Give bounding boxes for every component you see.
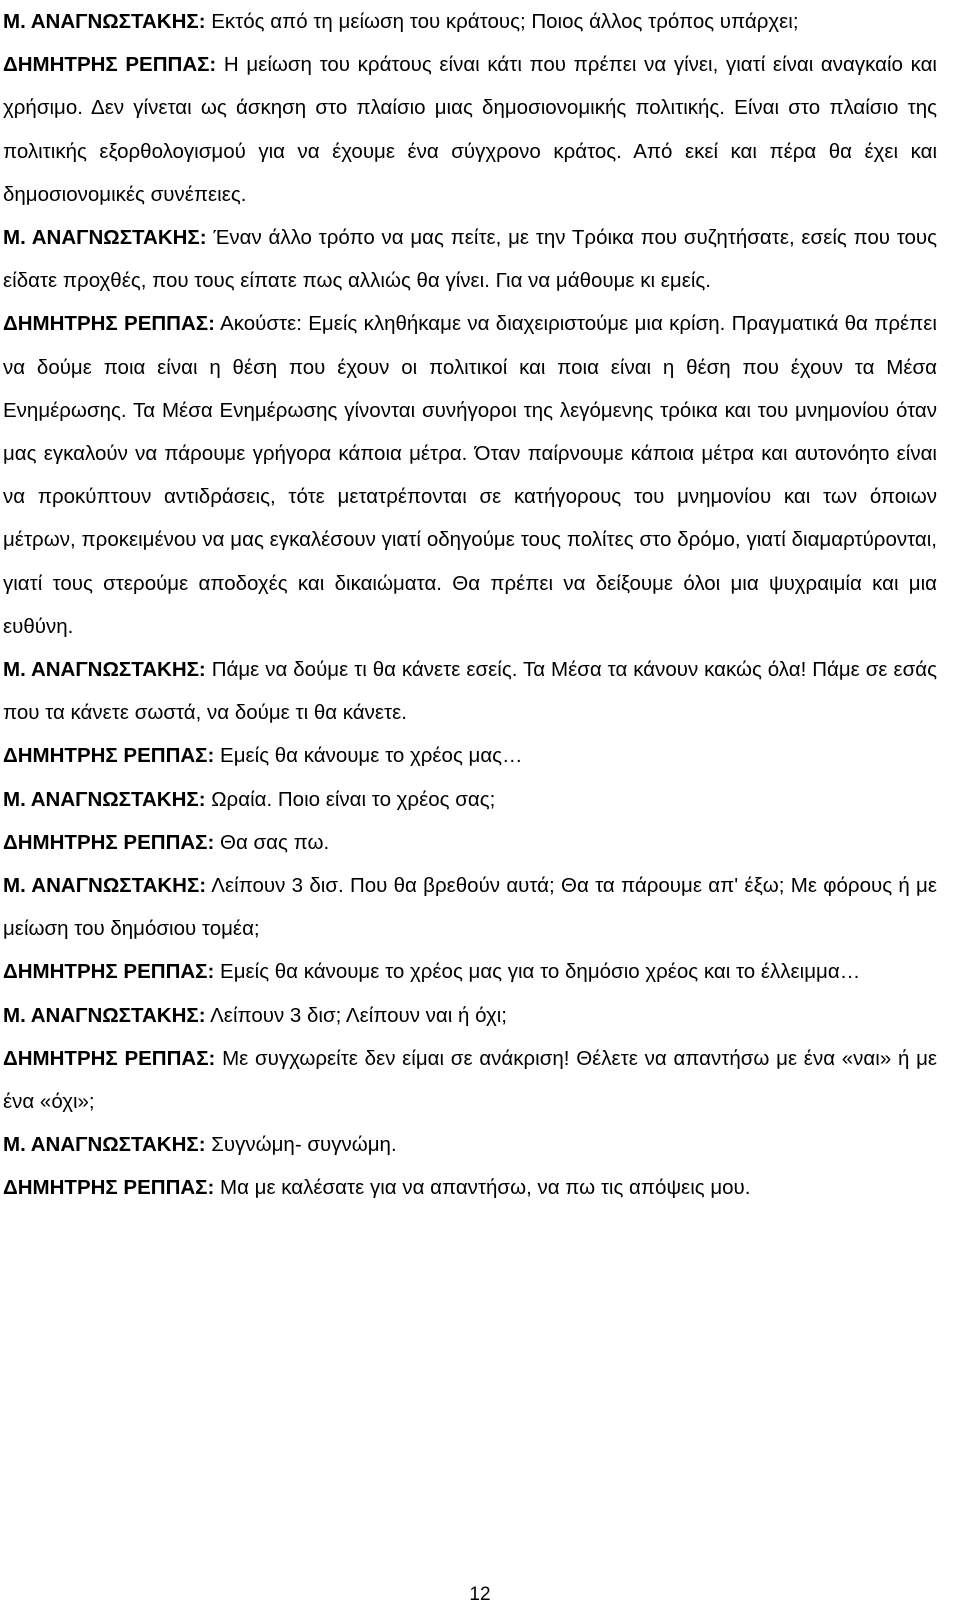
transcript-turn bbox=[3, 821, 937, 864]
utterance-text: Η μείωση του κράτους είναι κάτι που πρέπει να γίνει, γιατί είναι αναγκαίο και χρήσιμο. Δεν γίνεται ως άσκηση στο πλαίσιο μιας δημοσιονομικής πολιτικής. Είναι στο πλαίσιο της πολιτικής εξορθολογισμού για να έχουμε ένα σύγχρονο κράτος. Από εκεί και πέρα θα έχει και δημοσιονομικές συνέπειες. bbox=[3, 53, 937, 206]
speaker-name: Μ. ΑΝΑΓΝΩΣΤΑΚΗΣ: bbox=[3, 10, 206, 33]
utterance-text: Θα σας πω. bbox=[220, 830, 330, 854]
utterance-text: Λείπουν 3 δισ. Που θα βρεθούν αυτά; Θα τα πάρουμε απ' έξω; Με φόρους ή με μείωση του δημόσιου τομέα; bbox=[3, 874, 937, 941]
utterance-text: Συγνώμη- συγνώμη. bbox=[211, 1133, 397, 1157]
speaker-name: ΔΗΜΗΤΡΗΣ ΡΕΠΠΑΣ: bbox=[3, 1176, 215, 1200]
utterance-text: Εμείς θα κάνουμε το χρέος μας… bbox=[220, 744, 523, 768]
speaker-name: ΔΗΜΗΤΡΗΣ ΡΕΠΠΑΣ: bbox=[3, 53, 217, 77]
utterance-text: Εμείς θα κάνουμε το χρέος μας για το δημόσιο χρέος και το έλλειμμα… bbox=[220, 960, 861, 984]
transcript-turn bbox=[3, 864, 937, 950]
transcript-turn bbox=[3, 734, 937, 777]
transcript-turn bbox=[3, 994, 937, 1037]
speaker-name: ΔΗΜΗΤΡΗΣ ΡΕΠΠΑΣ: bbox=[3, 744, 215, 768]
transcript-turn bbox=[3, 302, 937, 648]
utterance-text: Εκτός από τη μείωση του κράτους; Ποιος άλλος τρόπος υπάρχει; bbox=[211, 10, 799, 33]
speaker-name: Μ. ΑΝΑΓΝΩΣΤΑΚΗΣ: bbox=[3, 787, 206, 811]
transcript-turn bbox=[3, 778, 937, 821]
transcript-turn bbox=[3, 1037, 937, 1123]
speaker-name: ΔΗΜΗΤΡΗΣ ΡΕΠΠΑΣ: bbox=[3, 312, 215, 336]
interview-transcript bbox=[3, 0, 937, 1210]
speaker-name: Μ. ΑΝΑΓΝΩΣΤΑΚΗΣ: bbox=[3, 1133, 206, 1157]
utterance-text: Ωραία. Ποιο είναι το χρέος σας; bbox=[211, 787, 496, 811]
transcript-turn bbox=[3, 1123, 937, 1166]
speaker-name: Μ. ΑΝΑΓΝΩΣΤΑΚΗΣ: bbox=[3, 226, 207, 250]
speaker-name: Μ. ΑΝΑΓΝΩΣΤΑΚΗΣ: bbox=[3, 658, 206, 682]
transcript-turn bbox=[3, 0, 937, 43]
transcript-turn bbox=[3, 1166, 937, 1209]
speaker-name: Μ. ΑΝΑΓΝΩΣΤΑΚΗΣ: bbox=[3, 1003, 206, 1027]
speaker-name: ΔΗΜΗΤΡΗΣ ΡΕΠΠΑΣ: bbox=[3, 1046, 216, 1070]
utterance-text: Μα με καλέσατε για να απαντήσω, να πω τις απόψεις μου. bbox=[220, 1176, 751, 1200]
speaker-name: ΔΗΜΗΤΡΗΣ ΡΕΠΠΑΣ: bbox=[3, 830, 215, 854]
speaker-name: ΔΗΜΗΤΡΗΣ ΡΕΠΠΑΣ: bbox=[3, 960, 215, 984]
transcript-turn bbox=[3, 648, 937, 734]
page-number: 12 bbox=[469, 1584, 491, 1605]
transcript-turn bbox=[3, 43, 937, 216]
speaker-name: Μ. ΑΝΑΓΝΩΣΤΑΚΗΣ: bbox=[3, 874, 207, 898]
utterance-text: Με συγχωρείτε δεν είμαι σε ανάκριση! Θέλετε να απαντήσω με ένα «ναι» ή με ένα «όχι»; bbox=[3, 1046, 938, 1114]
utterance-text: Λείπουν 3 δισ; Λείπουν ναι ή όχι; bbox=[210, 1003, 507, 1027]
utterance-text: Έναν άλλο τρόπο να μας πείτε, με την Τρόικα που συζητήσατε, εσείς που τους είδατε προχθές, που τους είπατε πως αλλιώς θα γίνει. Για να μάθουμε κι εμείς. bbox=[3, 226, 938, 293]
transcript-turn bbox=[3, 950, 937, 993]
transcript-turn bbox=[3, 216, 937, 302]
utterance-text: Ακούστε: Εμείς κληθήκαμε να διαχειριστούμε μια κρίση. Πραγματικά θα πρέπει να δούμε ποια είναι η θέση που έχουν οι πολιτικοί και ποια είναι η θέση που έχουν τα Μέσα Ενημέρωσης. Τα Μέσα Ενημέρωσης γίνονται συνήγοροι της λεγόμενης τρόικα και του μνημονίου όταν μας εγκαλούν να πάρουμε γρήγορα κάποια μέτρα. Όταν παίρνουμε κάποια μέτρα και αυτονόητο είναι να προκύπτουν αντιδράσεις, τότε μετατρέπονται σε κατήγορους του μνημονίου και των όποιων μέτρων, προκειμένου να μας εγκαλέσουν γιατί οδηγούμε τους πολίτες στο δρόμο, γιατί διαμαρτύρονται, γιατί τους στερούμε αποδοχές και δικαιώματα. Θα πρέπει να δείξουμε όλοι μια ψυχραιμία και μια ευθύνη. bbox=[3, 312, 937, 638]
utterance-text: Πάμε να δούμε τι θα κάνετε εσείς. Τα Μέσα τα κάνουν κακώς όλα! Πάμε σε εσάς που τα κάνετε σωστά, να δούμε τι θα κάνετε. bbox=[3, 658, 937, 725]
